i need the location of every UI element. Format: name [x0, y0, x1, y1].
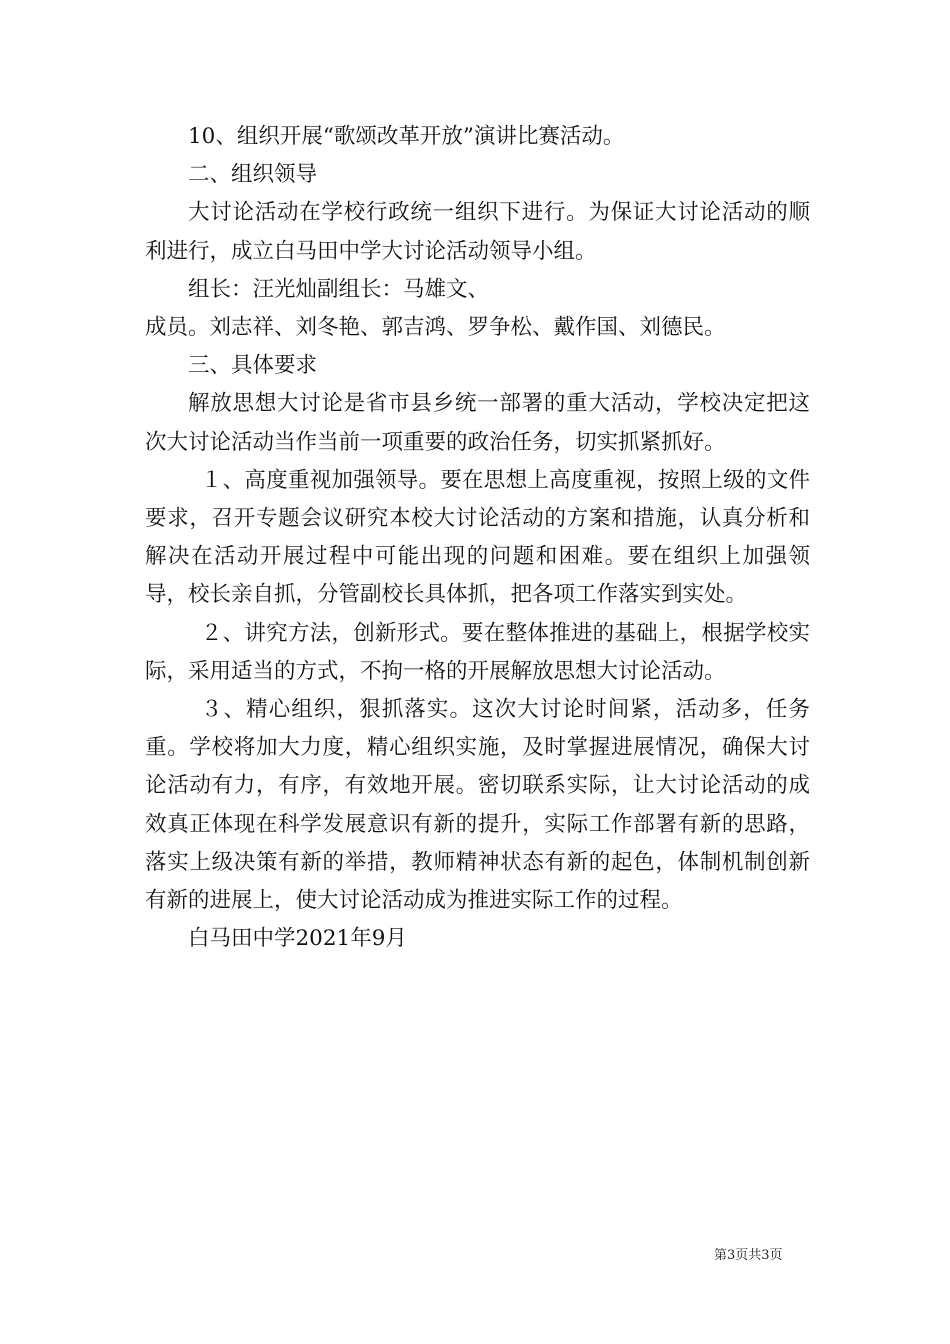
activity-item-10: 10、组织开展“歌颂改革开放”演讲比赛活动。 [188, 124, 625, 149]
organization-paragraph: 大讨论活动在学校行政统一组织下进行。为保证大讨论活动的顺利进行，成立白马田中学大讨论活动领导小组。 [145, 200, 810, 264]
signature-date-line: 白马田中学2021年9月 [188, 926, 407, 952]
members-line: 成员。刘志祥、刘冬艳、郭吉鸿、罗争松、戴作国、刘德民。 [145, 315, 726, 341]
section-heading-requirements: 三、具体要求 [188, 353, 318, 379]
requirement-item-1: １、高度重视加强领导。要在思想上高度重视，按照上级的文件要求，召开专题会议研究本校大讨论活动的方案和措施，认真分析和解决在活动开展过程中可能出现的问题和困难。要在组织上加强领导，校长亲自抓，分管副校长具体抓，把各项工作落实到实处。 [145, 467, 810, 608]
requirement-item-2: ２、讲究方法，创新形式。要在整体推进的基础上，根据学校实际，采用适当的方式，不拘一格的开展解放思想大讨论活动。 [145, 620, 810, 684]
page-number-footer: 第3页共3页 [714, 1248, 783, 1263]
section-heading-organization: 二、组织领导 [188, 162, 318, 188]
requirements-intro-paragraph: 解放思想大讨论是省市县乡统一部署的重大活动，学校决定把这次大讨论活动当作当前一项重要的政治任务，切实抓紧抓好。 [145, 391, 810, 455]
document-body [145, 118, 810, 958]
leaders-line: 组长：汪光灿副组长：马雄文、 [188, 276, 490, 302]
requirement-item-3: ３、精心组织，狠抓落实。这次大讨论时间紧，活动多，任务重。学校将加大力度，精心组织实施，及时掌握进展情况，确保大讨论活动有力，有序，有效地开展。密切联系实际，让大讨论活动的成效真正体现在科学发展意识有新的提升，实际工作部署有新的思路，落实上级决策有新的举措，教师精神状态有新的起色，体制机制创新有新的进展上，使大讨论活动成为推进实际工作的过程。 [145, 697, 810, 914]
